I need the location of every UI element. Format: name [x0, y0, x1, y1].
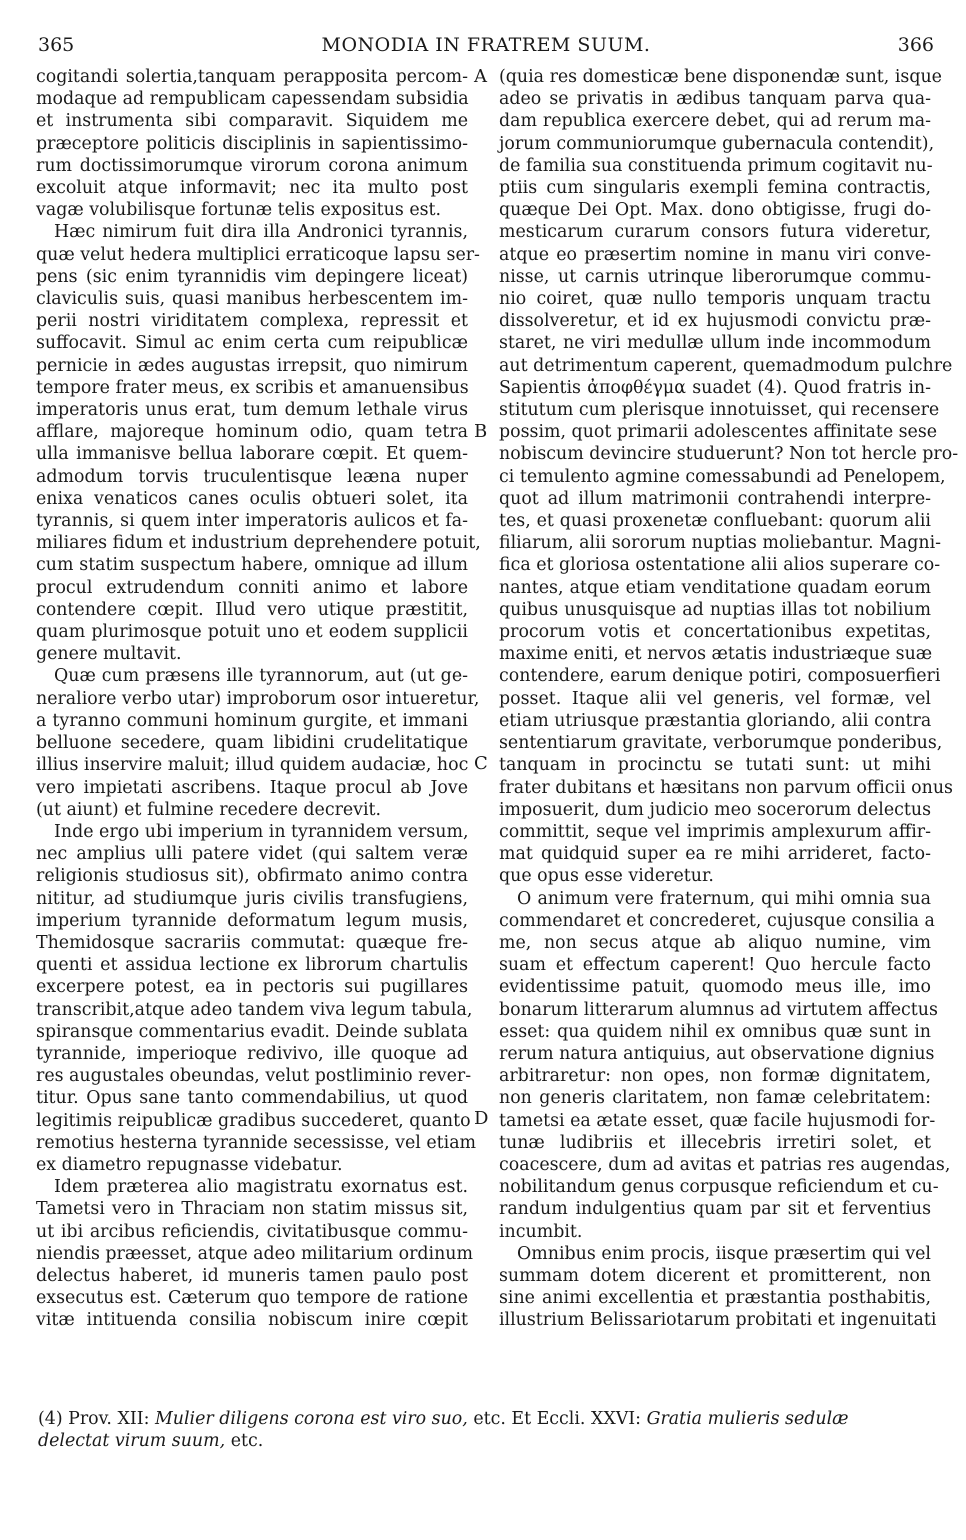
text-line: staret, ne viri medullæ ullum inde incommodum	[499, 333, 931, 354]
footnote-mid: etc. Et Eccli. XXVI:	[473, 1409, 642, 1429]
text-line: titur. Opus sane tanto commendabilius, ut quod	[36, 1088, 468, 1109]
text-line: O animum vere fraternum, qui mihi omnia sua	[517, 888, 931, 909]
text-line: Sapientis ἀποφθέγμα suadet (4). Quod fratris in-	[499, 377, 931, 398]
text-line: arbitraretur: non opes, non formæ dignitatem,	[499, 1066, 931, 1087]
left-column	[36, 66, 481, 1332]
text-line: illustrium Belissariotarum probitati et ingenuitati	[499, 1310, 937, 1331]
text-line: claviculis suis, quasi manibus herbescentem im-	[36, 289, 468, 310]
footnote-ref-1: Prov. XII:	[68, 1409, 150, 1429]
text-line: mesticarum curarum consors futura videretur,	[499, 222, 931, 243]
text-line: nobilitandum genus corpusque reficiendum et cu-	[499, 1177, 939, 1198]
text-line: vitæ intituenda consilia nobiscum inire cœpit	[36, 1310, 468, 1331]
text-line: de familia sua constituenda primum cogitavit nu-	[499, 155, 933, 176]
margin-marker-c: C	[474, 753, 488, 774]
text-line: niendis præesset, atque adeo militarium ordinum	[36, 1243, 473, 1264]
footnote-tail: etc.	[230, 1431, 264, 1451]
text-line: contendere, earum denique potiri, composuerfieri	[499, 666, 941, 687]
text-line: suam et effectum caperent! Quo hercule facto	[499, 955, 931, 976]
text-line: sine animi excellentia et præstantia posthabitis,	[499, 1288, 931, 1309]
text-line: Themidosque sacrariis commutat: quæque fre-	[36, 932, 468, 953]
text-line: posset. Itaque alii vel generis, vel formæ, vel	[499, 688, 931, 709]
text-line: aut detrimentum caperent, quemadmodum pulchre	[499, 355, 953, 376]
text-line: fica et gloriosa ostentatione alii alios superare co-	[499, 555, 941, 576]
margin-marker-d: D	[474, 1108, 489, 1129]
text-line: cogitandi solertia,tanquam perapposita percom-	[36, 67, 468, 87]
text-line: nititur, ad studiumque juris civilis transfugiens,	[36, 888, 468, 909]
text-line: dam republica exercere debet, qui ad rerum ma-	[499, 111, 931, 132]
text-line: tyrannide, imperioque redivivo, ille quoque ad	[36, 1043, 468, 1064]
text-line: ut ibi arcibus reficiendis, civitatibusque commu-	[36, 1221, 468, 1242]
text-line: Idem præterea alio magistratu exornatus est.	[54, 1177, 468, 1198]
text-line: imperatoris unus erat, tum demum lethale virus	[36, 400, 468, 421]
text-line: quæ velut hedera multiplici erraticoque lapsu ser-	[36, 244, 480, 265]
text-line: delectus haberet, id muneris tamen paulo post	[36, 1265, 468, 1286]
text-line: frater dubitans et hæsitans non parvum officii onus	[499, 777, 953, 798]
page-number-left: 365	[38, 34, 75, 56]
text-line: Inde ergo ubi imperium in tyrannidem versum,	[54, 821, 469, 842]
text-line: quæque Dei Opt. Max. dono obtigisse, frugi do-	[499, 200, 931, 221]
text-line: contendere cœpit. Illud vero utique præstitit,	[36, 599, 468, 620]
text-line: rerum natura antiquius, aut observatione dignius	[499, 1043, 935, 1064]
text-line: tempore frater meus, ex scribis et amanuensibus	[36, 377, 469, 398]
text-line: nobiscum devincire studuerunt? Non tot hercle pro-	[499, 444, 959, 465]
text-line: modaque ad rempublicam capessendam subsidia	[36, 89, 469, 110]
text-line: procul extrudendum conniti animo et labore	[36, 577, 468, 598]
text-line: miliares fidum et industrium deprehendere potuit,	[36, 533, 481, 554]
text-line: ex diametro repugnasse videbatur.	[36, 1154, 343, 1175]
text-line: sententiarum gravitate, verborumque ponderibus,	[499, 733, 943, 754]
text-line: suffocavit. Simul ac enim certa cum reipublicæ	[36, 333, 468, 354]
text-line: pernicie in ædes augustas irrepsit, quo nimirum	[36, 355, 468, 376]
text-line: imperium tyrannide deformatum legum musis,	[36, 910, 468, 931]
text-line: remotius hesterna tyrannide secessisse, vel etiam	[36, 1132, 477, 1153]
text-line: perii nostri viriditatem complexa, repressit et	[36, 311, 468, 332]
text-line: a tyranno communi hominum gurgite, et immani	[36, 710, 468, 731]
text-line: dissolveretur, et id ex hujusmodi convictu præ-	[499, 311, 931, 332]
text-line: admodum torvis truculentisque leæna nuper	[36, 466, 468, 487]
margin-marker-a: A	[474, 66, 487, 87]
text-line: nantes, atque etiam venditatione quadam eorum	[499, 577, 931, 598]
text-line: tunæ ludibriis et illecebris irretiri solet, et	[499, 1132, 931, 1153]
text-line: (ut aiunt) et fulmine recedere decrevit.	[36, 799, 382, 820]
footnote-line-1	[38, 1408, 934, 1430]
right-column	[499, 66, 959, 1332]
text-line: rum doctissimorumque virorum corona animum	[36, 155, 468, 176]
text-line: esset: qua quidem nihil ex omnibus quæ sunt in	[499, 1021, 931, 1042]
text-line: quenti et assidua lectione ex librorum chartulis	[36, 955, 468, 976]
text-line: tes, et quasi proxenetæ confluebant: quorum alii	[499, 511, 931, 532]
text-line: excerpere potest, ea in pectoris sui pugillares	[36, 977, 468, 998]
text-line: nio coiret, quæ nullo temporis unquam tractu	[499, 289, 931, 310]
text-line: et instrumenta sibi comparavit. Siquidem me	[36, 111, 468, 132]
text-line: filiarum, alii sororum nuptias moliebantur. Magni-	[499, 533, 942, 554]
text-line: quibus unusquisque ad nuptias illas tot nobilium	[499, 599, 931, 620]
margin-marker-b: B	[474, 421, 488, 442]
footnote-number: (4)	[38, 1409, 63, 1429]
text-line: incumbit.	[499, 1221, 583, 1242]
text-line: mat quidquid super ea re mihi arrideret, facto-	[499, 844, 931, 865]
text-line: summam dotem dicerent et promitterent, non	[499, 1265, 931, 1286]
text-line: evidentissime patuit, quomodo meus ille, imo	[499, 977, 931, 998]
text-line: genere multavit.	[36, 644, 182, 665]
text-line: tametsi ea ætate esset, quæ facile hujusmodi for-	[499, 1110, 936, 1131]
text-line: ci temulento agmine comessabundi ad Penelopem,	[499, 466, 946, 487]
text-line: stitutum cum plerisque innotuisset, qui recensere	[499, 400, 940, 421]
text-line: transcribit,atque adeo tandem viva legum tabula,	[36, 999, 473, 1020]
text-line: excoluit atque informavit; nec ita multo post	[36, 178, 468, 199]
text-line: procorum votis et concertationibus expetitas,	[499, 622, 931, 643]
text-line: randum indulgentius quam par sit et ferventius	[499, 1199, 931, 1220]
footnote-quote-1: Mulier diligens corona est viro	[154, 1409, 427, 1429]
text-line: Quæ cum præsens ille tyrannorum, aut (ut ge-	[54, 666, 468, 687]
text-line: exsecutus est. Cæterum quo tempore de ratione	[36, 1288, 468, 1309]
text-line: non generis claritatem, non famæ celebritatem:	[499, 1088, 931, 1109]
text-line: possim, quot primarii adolescentes affinitate sese	[499, 422, 938, 443]
footnote	[38, 1408, 934, 1452]
text-line: nec amplius ulli patere videt (qui saltem veræ	[36, 844, 468, 865]
text-line: tyrannis, si quem inter imperatoris aulicos et fa-	[36, 511, 468, 532]
text-line: neraliore verbo utar) improborum osor intueretur,	[36, 688, 480, 709]
text-line: tanquam in procinctu se tutati sunt: ut mihi	[499, 755, 931, 776]
text-line: Hæc nimirum fuit dira illa Andronici tyrannis,	[54, 222, 468, 243]
text-line: (quia res domesticæ bene disponendæ sunt, isque	[499, 67, 942, 87]
text-line: res augustales obeundas, velut postliminio rever-	[36, 1066, 472, 1087]
running-title: MONODIA IN FRATREM SUUM.	[321, 34, 651, 56]
page-header	[38, 34, 934, 64]
text-line: spiransque commentarius evadit. Deinde sublata	[36, 1021, 468, 1042]
text-line: pens (sic enim tyrannidis vim depingere liceat)	[36, 266, 468, 287]
text-line: me, non secus atque ab aliquo numine, vim	[499, 932, 931, 953]
text-line: maxime eniti, et nervos ætatis industriæque suæ	[499, 644, 933, 665]
text-line: præceptore politicis disciplinis in sapientissimo-	[36, 133, 468, 154]
text-line: committit, seque vel imprimis amplexurum affir-	[499, 821, 931, 842]
footnote-quote-2: Gratia mulieris sedulæ	[646, 1409, 849, 1429]
text-line: afflare, majoreque hominum odio, quam tetra	[36, 422, 468, 443]
text-line: que opus esse videretur.	[499, 866, 714, 887]
text-line: coacescere, dum ad avitas et patrias res augendas,	[499, 1154, 951, 1175]
text-line: enixa venaticos canes oculis obtueri solet, ita	[36, 488, 468, 509]
text-line: ulla immanisve bellua laborare cœpit. Et quem-	[36, 444, 468, 465]
text-line: Omnibus enim procis, iisque præsertim qui vel	[517, 1243, 931, 1264]
text-line: commendaret et concrederet, cujusque consilia a	[499, 910, 935, 931]
text-line: religionis studiosus sit), obfirmato animo contra	[36, 866, 468, 887]
text-line: legitimis reipublicæ gradibus succederet, quanto	[36, 1110, 471, 1131]
text-line: ptiis cum singularis exempli femina contractis,	[499, 178, 931, 199]
text-line: quot ad illum matrimonii contrahendi interpre-	[499, 488, 931, 509]
text-line: vagæ volubilisque fortunæ telis expositus est.	[36, 200, 442, 221]
text-line: belluone secedere, quam libidini crudelitatique	[36, 733, 468, 754]
page-number-right: 366	[897, 34, 934, 56]
text-line: jorum communiorumque gubernacula contendit),	[499, 133, 935, 154]
footnote-quote-1-cont: suo,	[431, 1409, 468, 1429]
text-line: illius inservire maluit; illud quidem audaciæ, hoc	[36, 755, 469, 776]
text-line: cum statim suspectum habere, omnique ad illum	[36, 555, 468, 576]
text-line: vero impietati ascribens. Itaque procul ab Jove	[36, 777, 468, 798]
text-line: nisse, ut carnis utrinque liberorumque commu-	[499, 266, 931, 287]
text-line: Tametsi vero in Thraciam non statim missus sit,	[36, 1199, 468, 1220]
text-line: adeo se privatis in ædibus tanquam parva qua-	[499, 89, 931, 110]
text-line: atque eo præsertim nomine in manu viri conve-	[499, 244, 931, 265]
footnote-quote-2-cont: delectat virum suum,	[38, 1431, 226, 1451]
text-line: etiam utriusque præstantia gloriando, alii contra	[499, 710, 932, 731]
text-line: imposuerit, dum judicio meo socerorum delectus	[499, 799, 931, 820]
footnote-line-2	[38, 1430, 934, 1452]
text-line: bonarum litterarum alumnus ad virtutem affectus	[499, 999, 938, 1020]
text-line: quam plurimosque potuit uno et eodem supplicii	[36, 622, 468, 643]
